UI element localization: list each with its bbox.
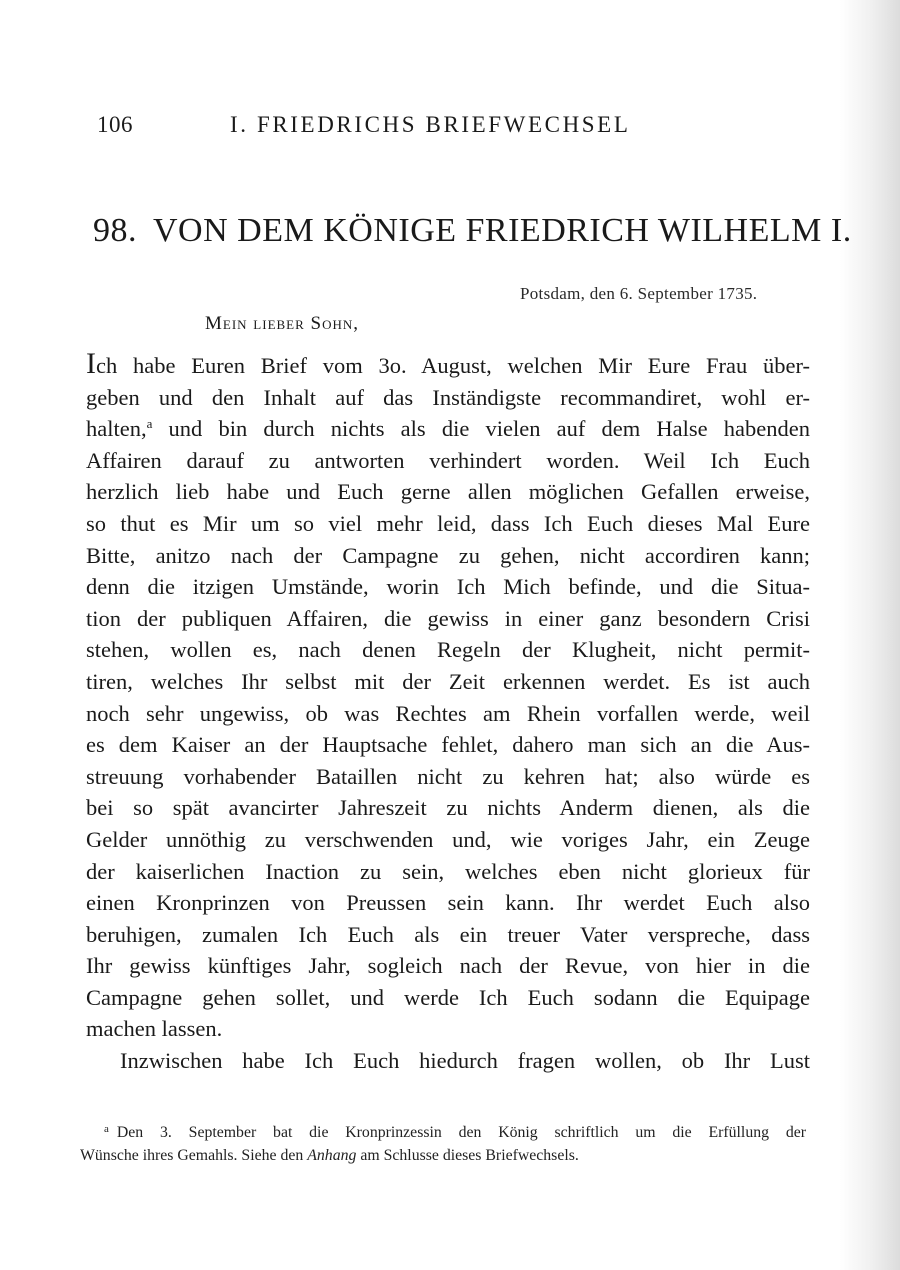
body-line: Inzwischen habe Ich Euch hiedurch fragen wollen, ob Ihr Lust bbox=[120, 1048, 810, 1074]
body-line: so thut es Mir um so viel mehr leid, dass Ich Euch dieses Mal Eure bbox=[86, 510, 810, 536]
body-line: denn die itzigen Umstände, worin Ich Mich befinde, und die Situa- bbox=[86, 574, 810, 600]
body-line: machen lassen. bbox=[86, 1016, 223, 1042]
footnote-line: $^a$ Den 3. September bat die Kronprinzessin den König schriftlich um die Erfüllung der bbox=[104, 1123, 806, 1141]
running-title: I. FRIEDRICHS BRIEFWECHSEL bbox=[230, 112, 631, 137]
body-line: es dem Kaiser an der Hauptsache fehlet, dahero man sich an die Aus- bbox=[86, 732, 810, 758]
body-line: Campagne gehen sollet, und werde Ich Euch sodann die Equipage bbox=[86, 984, 810, 1010]
body-line: der kaiserlichen Inaction zu sein, welches eben nicht glorieux für bbox=[86, 858, 810, 884]
running-head bbox=[97, 112, 697, 144]
body-line: Ihr gewiss künftiges Jahr, sogleich nach der Revue, von hier in die bbox=[86, 953, 810, 979]
letter-number: 98. bbox=[93, 212, 137, 249]
body-line: bei so spät avancirter Jahreszeit zu nichts Anderm dienen, als die bbox=[86, 795, 810, 821]
body-line: geben und den Inhalt auf das Inständigste recommandiret, wohl er- bbox=[86, 384, 810, 410]
body-line: Ich habe Euren Brief vom 3o. August, welchen Mir Eure Frau über- bbox=[86, 347, 810, 380]
footnote-line: Wünsche ihres Gemahls. Siehe den Anhang am Schlusse dieses Briefwechsels. bbox=[80, 1147, 579, 1164]
body-line: Gelder unnöthig zu verschwenden und, wie voriges Jahr, ein Zeuge bbox=[86, 826, 810, 852]
body-line: noch sehr ungewiss, ob was Rechtes am Rhein vorfallen werde, weil bbox=[86, 700, 810, 726]
body-line: tion der publiquen Affairen, die gewiss in einer ganz besondern Crisi bbox=[86, 605, 810, 631]
body-line: beruhigen, zumalen Ich Euch als ein treuer Vater verspreche, dass bbox=[86, 921, 810, 947]
page-number: 106 bbox=[97, 112, 133, 137]
body-line: halten,$^a$ und bin durch nichts als die vielen auf dem Halse habenden bbox=[86, 416, 810, 442]
body-line: stehen, wollen es, nach denen Regeln der Klugheit, nicht permit- bbox=[86, 637, 810, 663]
footnote-mark: a bbox=[104, 1123, 109, 1135]
body-line: tiren, welches Ihr selbst mit der Zeit erkennen werdet. Es ist auch bbox=[86, 668, 810, 694]
drop-cap: I bbox=[86, 347, 96, 380]
salutation: Mein lieber Sohn, bbox=[205, 313, 360, 334]
dateline: Potsdam, den 6. September 1735. bbox=[520, 284, 758, 303]
footnote-italic: Anhang bbox=[307, 1147, 357, 1164]
letter-body bbox=[86, 347, 810, 1077]
footnote bbox=[80, 1121, 806, 1167]
body-line: Bitte, anitzo nach der Campagne zu gehen, nicht accordiren kann; bbox=[86, 542, 810, 568]
body-line: herzlich lieb habe und Euch gerne allen möglichen Gefallen erweise, bbox=[86, 479, 810, 505]
footnote-reference: a bbox=[146, 416, 153, 432]
body-line: streuung vorhabender Bataillen nicht zu kehren hat; also würde es bbox=[86, 763, 810, 789]
body-line: einen Kronprinzen von Preussen sein kann. Ihr werdet Euch also bbox=[86, 890, 810, 916]
body-line: Affairen darauf zu antworten verhindert worden. Weil Ich Euch bbox=[86, 447, 810, 473]
letter-title: VON DEM KÖNIGE FRIEDRICH WILHELM I. bbox=[153, 212, 852, 249]
letter-heading bbox=[93, 212, 852, 250]
